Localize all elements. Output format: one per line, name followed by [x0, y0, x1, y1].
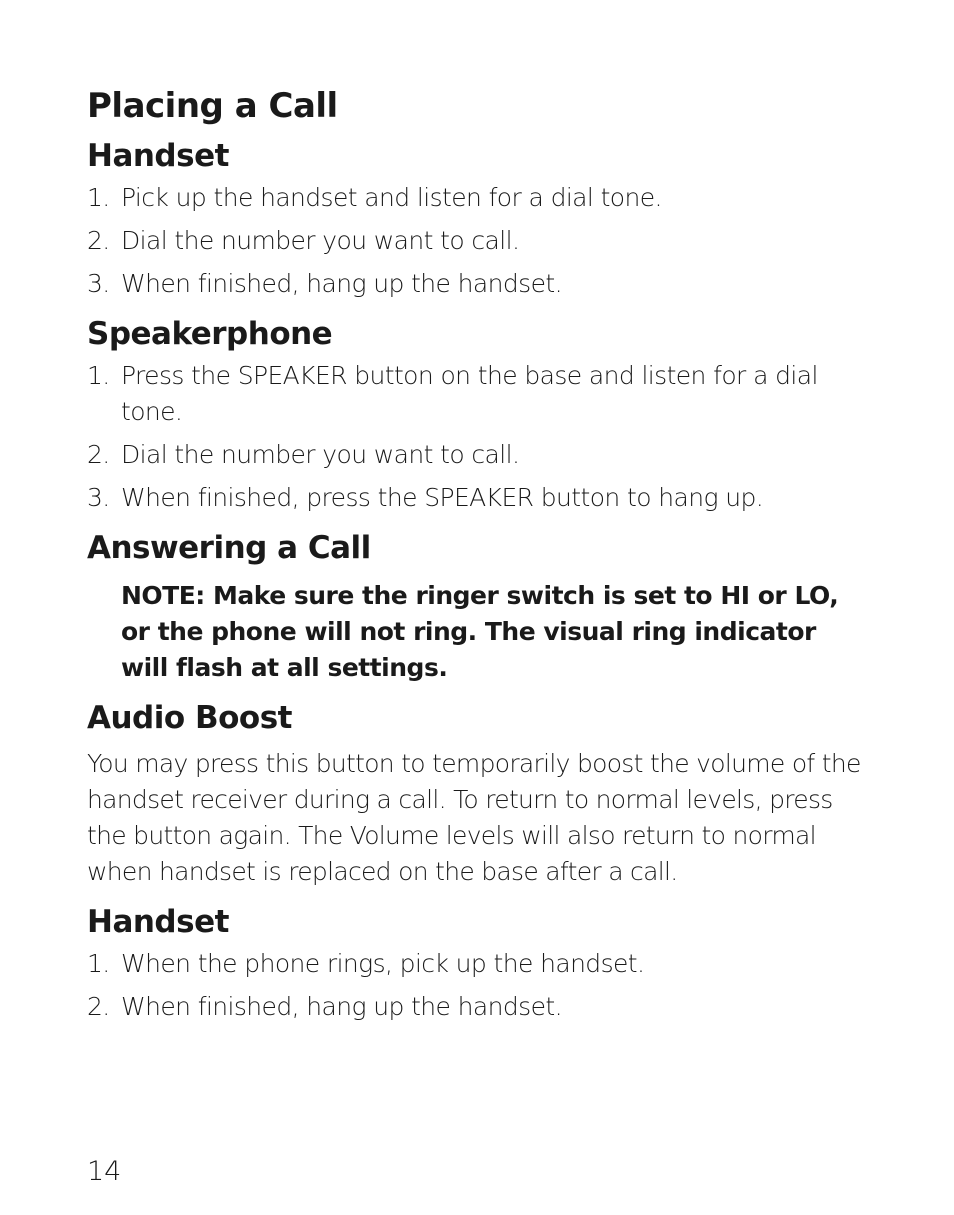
step-number: 3.: [87, 483, 110, 512]
step-number: 3.: [87, 269, 110, 298]
step-number: 1.: [87, 949, 110, 978]
step-number: 2.: [87, 226, 110, 255]
page-title: Placing a Call: [87, 86, 338, 126]
list-item: [87, 946, 877, 982]
speakerphone-steps: [87, 358, 877, 516]
step-text: When finished, hang up the handset.: [121, 269, 562, 298]
list-item: [87, 989, 877, 1025]
audio-boost-heading: Audio Boost: [87, 700, 292, 736]
handset-answer-steps: [87, 946, 877, 1025]
speakerphone-heading: Speakerphone: [87, 316, 333, 352]
list-item: [87, 437, 877, 473]
list-item: [87, 480, 877, 516]
step-text: When finished, hang up the handset.: [121, 992, 562, 1021]
step-number: 2.: [87, 440, 110, 469]
step-text: Press the SPEAKER button on the base and listen for a dial tone.: [121, 361, 818, 426]
handset-answer-heading: Handset: [87, 904, 229, 940]
step-text: When the phone rings, pick up the handset.: [121, 949, 645, 978]
ringer-note: NOTE: Make sure the ringer switch is set to HI or LO, or the phone will not ring. The visual ring indicator will flash at all settings.: [121, 581, 839, 682]
page-number: 14: [87, 1156, 122, 1187]
step-text: Dial the number you want to call.: [121, 440, 520, 469]
list-item: [87, 180, 877, 216]
answering-heading: Answering a Call: [87, 530, 371, 566]
list-item: [87, 266, 877, 302]
step-number: 1.: [87, 183, 110, 212]
audio-boost-paragraph: You may press this button to temporarily boost the volume of the handset receiver during a call. To return to normal levels, press the button again. The Volume levels will also return to normal when handset is replaced on the base after a call.: [87, 749, 861, 886]
list-item: [87, 358, 877, 430]
manual-page: [87, 84, 877, 1032]
list-item: [87, 223, 877, 259]
step-text: When finished, press the SPEAKER button to hang up.: [121, 483, 764, 512]
step-number: 1.: [87, 361, 110, 390]
step-number: 2.: [87, 992, 110, 1021]
step-text: Dial the number you want to call.: [121, 226, 520, 255]
handset-heading: Handset: [87, 138, 229, 174]
step-text: Pick up the handset and listen for a dial tone.: [121, 183, 662, 212]
handset-steps: [87, 180, 877, 302]
